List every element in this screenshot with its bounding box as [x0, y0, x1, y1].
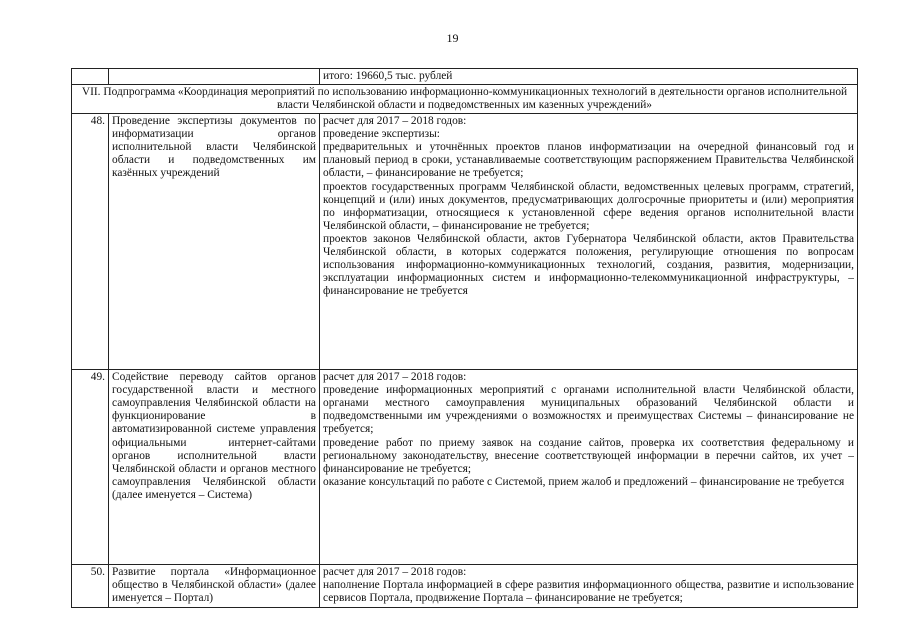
calculation-cell — [320, 114, 858, 370]
calculation-paragraph: расчет для 2017 – 2018 годов: — [323, 371, 467, 384]
calculation-paragraph: расчет для 2017 – 2018 годов: — [323, 566, 467, 579]
calculation-paragraph: проведение работ по приему заявок на создание сайтов, проверка их соответствия федеральному и региональному законодательству, внесение соответствующей информации в перечни сайтов, их учет – финансирование не требуется; — [323, 436, 854, 475]
total-row-num-cell — [72, 69, 109, 85]
calculation-paragraph: проведение информационных мероприятий с органами исполнительной власти Челябинской области, органами местного самоуправления муниципальных образований Челябинской области и подведомственными им учреждениями о возможностях и преимуществах Системы – финансирование не требуется; — [323, 384, 854, 436]
program-table — [71, 68, 858, 608]
total-row-name-cell — [109, 69, 320, 85]
table-row — [72, 565, 858, 608]
table-row — [72, 370, 858, 565]
section-heading: VII. Подпрограмма «Координация мероприятий по использованию информационно-коммуникационных технологий в деятельности органов исполнительной власти Челябинской области и подведомственных им казенных учреждений» — [72, 85, 858, 114]
calculation-paragraph: проектов государственных программ Челябинской области, ведомственных целевых программ, стратегий, концепций и (или) иных документов, предусматривающих долгосрочные приоритеты и (или) мероприятия по информатизации, относящиеся к установленной сфере ведения органов исполнительной власти Челябинской области, – финансирование не требуется; — [323, 180, 854, 232]
calculation-paragraph: оказание консультаций по работе с Системой, прием жалоб и предложений – финансирование не требуется — [323, 475, 845, 488]
activity-name: Развитие портала «Информационное общество в Челябинской области» (далее именуется – Портал) — [109, 565, 320, 608]
activity-name: Проведение экспертизы документов по информатизации органов исполнительной власти Челябинской области и подведомственных им казённых учреждений — [109, 114, 320, 370]
row-number: 50. — [72, 565, 109, 608]
calculation-paragraph: расчет для 2017 – 2018 годов: — [323, 115, 467, 128]
row-number: 48. — [72, 114, 109, 370]
calculation-paragraph: проведение экспертизы: — [323, 128, 440, 141]
total-row — [72, 69, 858, 85]
activity-name: Содействие переводу сайтов органов государственной власти и местного самоуправления Челябинской области на функционирование в автоматизированной системе управления официальными интернет-сайтами органов исполнительной власти Челябинской области и органов местного самоуправления Челябинской области (далее именуется – Система) — [109, 370, 320, 565]
calculation-paragraph: наполнение Портала информацией в сфере развития информационного общества, развитие и использование сервисов Портала, продвижение Портала – финансирование не требуется; — [323, 579, 854, 605]
page-number: 19 — [446, 31, 459, 45]
total-row-text: итого: 19660,5 тыс. рублей — [320, 69, 858, 85]
section-heading-row — [72, 85, 858, 114]
calculation-paragraph: проектов законов Челябинской области, актов Губернатора Челябинской области, актов Правительства Челябинской области, в которых содержатся положения, регулирующие отношения по вопросам использования информационно-коммуникационных технологий, создания, развития, модернизации, эксплуатации информационных систем и информационно-телекоммуникационной инфраструктуры, – финансирование не требуется — [323, 232, 854, 298]
calculation-cell — [320, 370, 858, 565]
row-number: 49. — [72, 370, 109, 565]
table-row — [72, 114, 858, 370]
calculation-cell — [320, 565, 858, 608]
calculation-paragraph: предварительных и уточнённых проектов планов информатизации на очередной финансовый год и плановый период в сроки, устанавливаемые соответствующим распоряжением Правительства Челябинской области, – финансирование не требуется; — [323, 141, 854, 180]
